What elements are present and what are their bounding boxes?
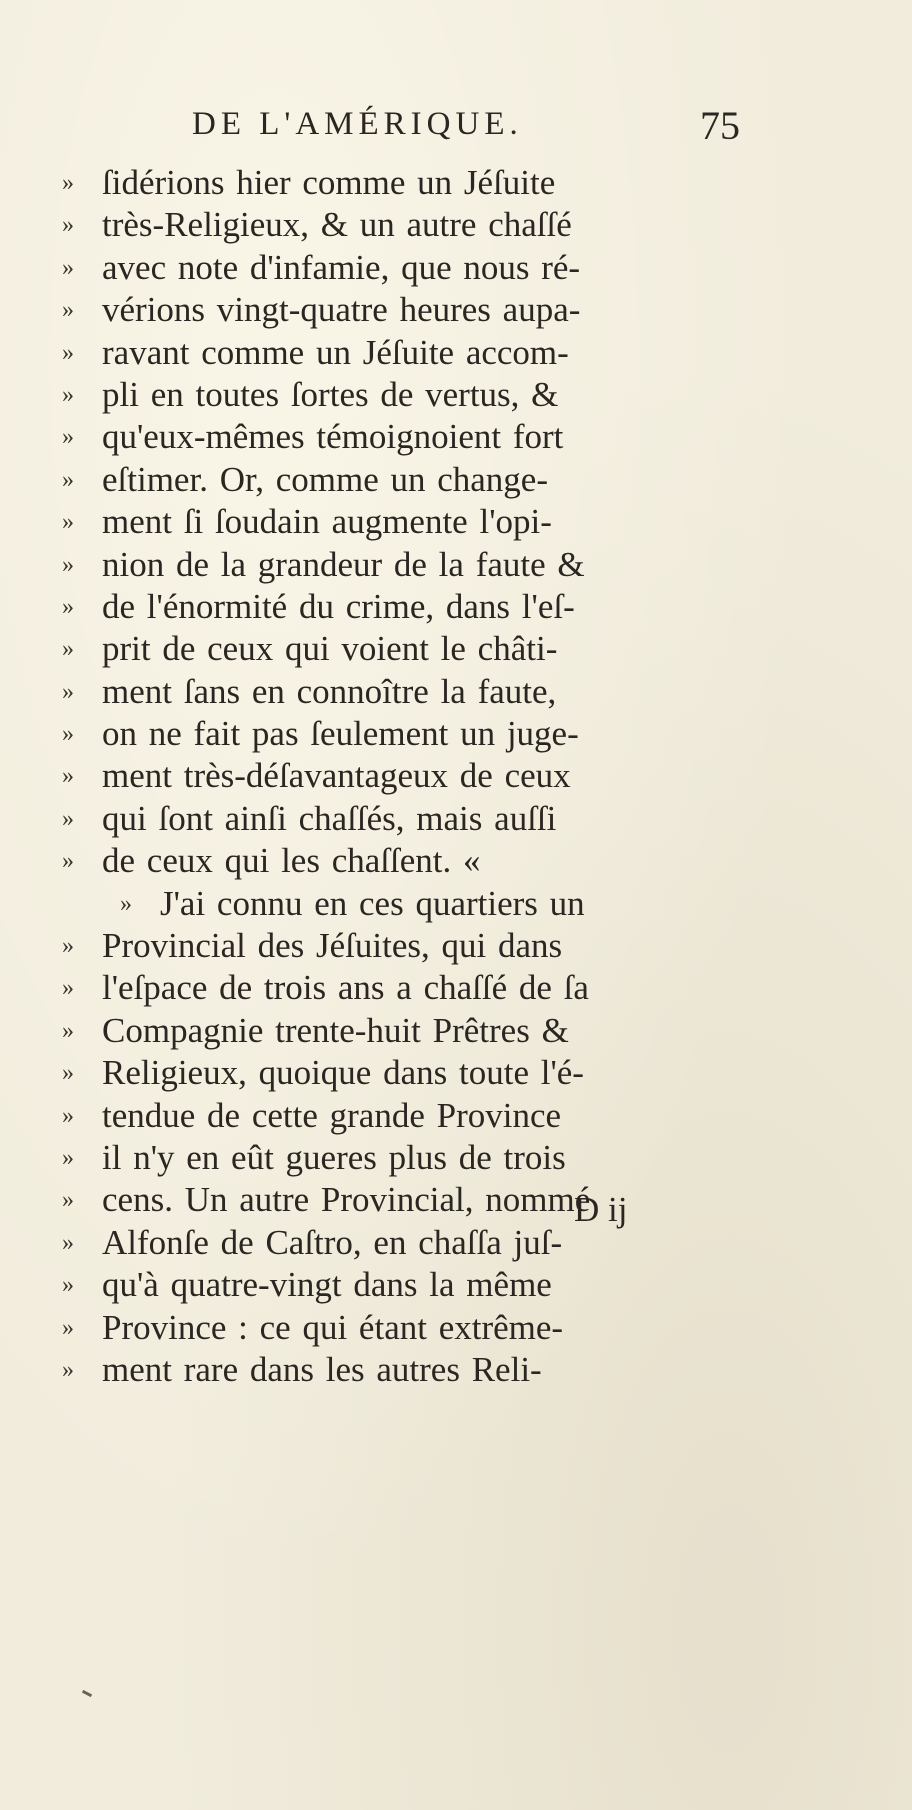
quote-mark: » bbox=[62, 339, 74, 366]
signature-mark: D ij bbox=[574, 1190, 628, 1229]
quote-mark: » bbox=[62, 212, 74, 239]
text-line bbox=[62, 1137, 762, 1179]
text-line bbox=[62, 204, 762, 246]
text-line bbox=[62, 1010, 762, 1052]
quote-mark: » bbox=[62, 1060, 74, 1087]
line-text: J'ai connu en ces quartiers un bbox=[160, 883, 585, 923]
quote-mark: » bbox=[62, 1229, 74, 1256]
line-text: ment très-déſavantageux de ceux bbox=[102, 756, 571, 796]
line-text: ment ſi ſoudain augmente l'opi- bbox=[102, 502, 552, 542]
text-line bbox=[62, 798, 762, 840]
text-line bbox=[62, 1179, 762, 1221]
text-line bbox=[62, 883, 762, 925]
text-line bbox=[62, 544, 762, 586]
page-header bbox=[0, 88, 912, 148]
quote-mark: » bbox=[62, 848, 74, 875]
quote-mark: » bbox=[62, 636, 74, 663]
line-text: ment rare dans les autres Reli- bbox=[102, 1349, 542, 1389]
line-text: tendue de cette grande Province bbox=[102, 1095, 562, 1135]
quote-mark: » bbox=[62, 1102, 74, 1129]
line-text: Province : ce qui étant extrême- bbox=[102, 1307, 564, 1347]
text-line bbox=[62, 967, 762, 1009]
text-line bbox=[62, 332, 762, 374]
quote-mark: » bbox=[62, 1144, 74, 1171]
line-text: Religieux, quoique dans toute l'é- bbox=[102, 1053, 584, 1093]
text-line bbox=[62, 289, 762, 331]
text-line bbox=[62, 1264, 762, 1306]
line-text: ravant comme un Jéſuite accom- bbox=[102, 332, 569, 372]
text-line bbox=[62, 840, 762, 882]
line-text: avec note d'infamie, que nous ré- bbox=[102, 247, 581, 287]
body-text bbox=[62, 162, 762, 1391]
quote-mark: » bbox=[62, 551, 74, 578]
quote-mark: » bbox=[62, 466, 74, 493]
text-line bbox=[62, 628, 762, 670]
line-text: il n'y en eût gueres plus de trois bbox=[102, 1137, 566, 1177]
text-line bbox=[62, 1307, 762, 1349]
quote-mark: » bbox=[120, 890, 132, 917]
quote-mark: » bbox=[62, 1314, 74, 1341]
line-text: ſidérions hier comme un Jéſuite bbox=[102, 163, 556, 202]
text-line bbox=[62, 1052, 762, 1094]
running-head: DE L'AMÉRIQUE. bbox=[192, 106, 523, 142]
text-line bbox=[62, 713, 762, 755]
quote-mark: » bbox=[62, 805, 74, 832]
text-line bbox=[62, 1095, 762, 1137]
text-line bbox=[62, 374, 762, 416]
quote-mark: » bbox=[62, 424, 74, 451]
text-line bbox=[62, 925, 762, 967]
text-line bbox=[62, 162, 762, 204]
quote-mark: » bbox=[62, 509, 74, 536]
quote-mark: » bbox=[62, 254, 74, 281]
quote-mark: » bbox=[62, 1356, 74, 1383]
page-number: 75 bbox=[700, 103, 740, 148]
text-line bbox=[62, 501, 762, 543]
line-text: prit de ceux qui voient le châti- bbox=[102, 629, 558, 669]
quote-mark: » bbox=[62, 593, 74, 620]
text-line bbox=[62, 1349, 762, 1391]
line-text: l'eſpace de trois ans a chaſſé de ſa bbox=[102, 968, 589, 1008]
line-text: Provincial des Jéſuites, qui dans bbox=[102, 926, 563, 966]
line-text: nion de la grandeur de la faute & bbox=[102, 544, 585, 584]
quote-mark: » bbox=[62, 297, 74, 324]
quote-mark: » bbox=[62, 170, 74, 196]
quote-mark: » bbox=[62, 933, 74, 960]
quote-mark: » bbox=[62, 1187, 74, 1214]
quote-mark: » bbox=[62, 1272, 74, 1299]
text-line bbox=[62, 671, 762, 713]
line-text: vérions vingt-quatre heures aupa- bbox=[102, 290, 581, 330]
text-line bbox=[62, 247, 762, 289]
line-text: qu'à quatre-vingt dans la même bbox=[102, 1265, 552, 1305]
text-line bbox=[62, 416, 762, 458]
line-text: eſtimer. Or, comme un change- bbox=[102, 459, 548, 499]
line-text: on ne fait pas ſeulement un juge- bbox=[102, 714, 579, 754]
text-line bbox=[62, 586, 762, 628]
text-line bbox=[62, 755, 762, 797]
line-text: de ceux qui les chaſſent. « bbox=[102, 841, 481, 881]
line-text: de l'énormité du crime, dans l'eſ- bbox=[102, 586, 575, 626]
text-line bbox=[62, 1222, 762, 1264]
line-text: Compagnie trente-huit Prêtres & bbox=[102, 1010, 569, 1050]
quote-mark: » bbox=[62, 381, 74, 408]
quote-mark: » bbox=[62, 721, 74, 748]
quote-mark: » bbox=[62, 975, 74, 1002]
quote-mark: » bbox=[62, 1017, 74, 1044]
quote-mark: » bbox=[62, 678, 74, 705]
line-text: Alfonſe de Caſtro, en chaſſa juſ- bbox=[102, 1222, 563, 1262]
line-text: qui ſont ainſi chaſſés, mais auſſi bbox=[102, 798, 557, 838]
line-text: qu'eux-mêmes témoignoient fort bbox=[102, 417, 564, 457]
line-text: cens. Un autre Provincial, nommé bbox=[102, 1180, 591, 1220]
line-text: ment ſans en connoître la faute, bbox=[102, 671, 557, 711]
quote-mark: » bbox=[62, 763, 74, 790]
line-text: pli en toutes ſortes de vertus, & bbox=[102, 374, 559, 414]
text-line bbox=[62, 459, 762, 501]
ink-speck bbox=[82, 1690, 92, 1697]
line-text: très-Religieux, & un autre chaſſé bbox=[102, 205, 572, 245]
